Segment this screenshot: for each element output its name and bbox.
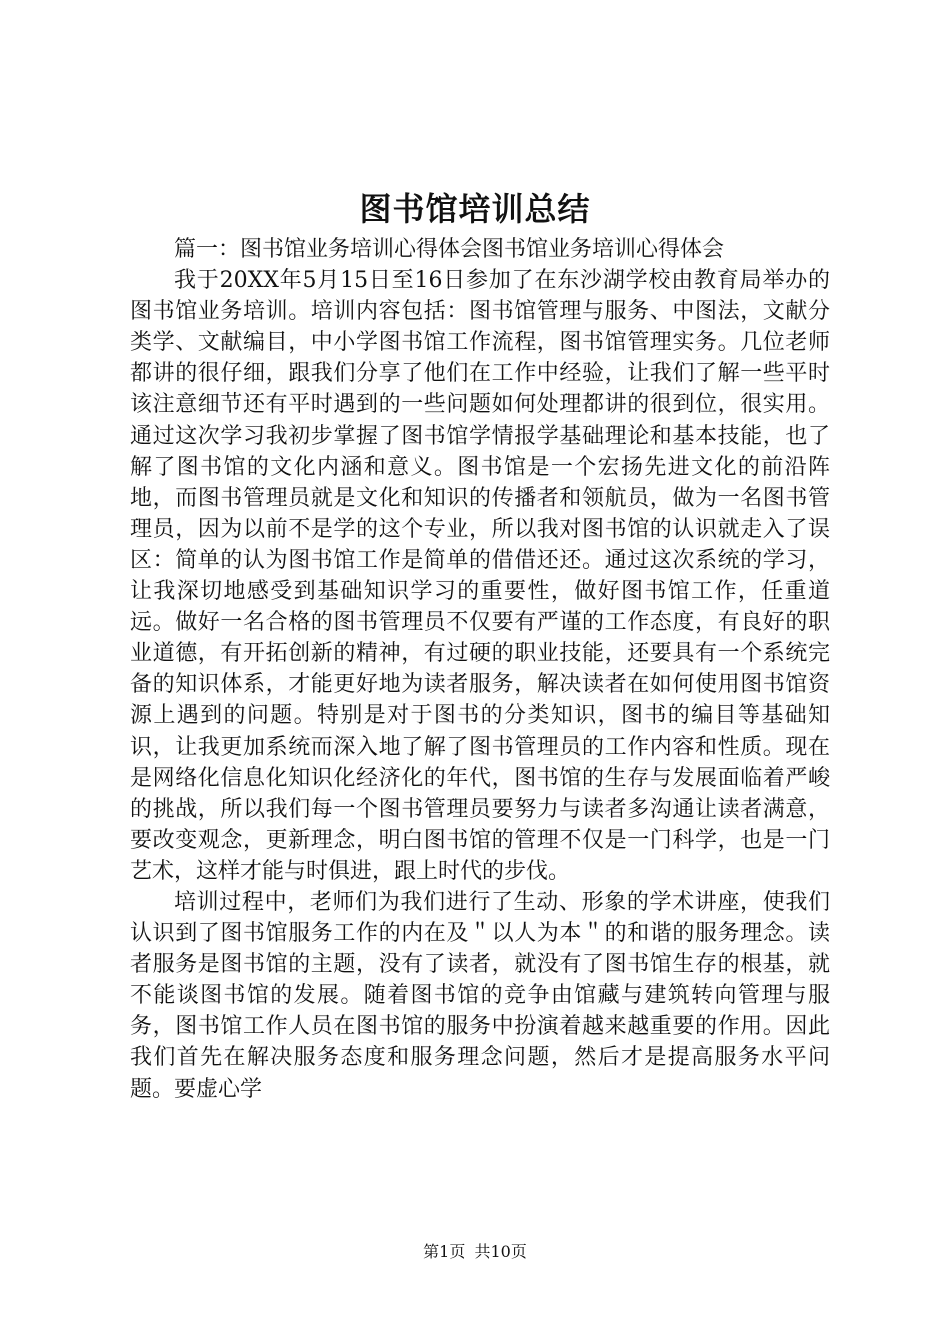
paragraph: 培训过程中，老师们为我们进行了生动、形象的学术讲座，使我们认识到了图书馆服务工作的内在及＂以人为本＂的和谐的服务理念。读者服务是图书馆的主题，没有了读者，就没有了图书馆生存的根基，就不能谈图书馆的发展。随着图书馆的竞争由馆藏与建筑转向管理与服务，图书馆工作人员在图书馆的服务中扮演着越来越重要的作用。因此我们首先在解决服务态度和服务理念问题，然后才是提高服务水平问题。要虚心学 xyxy=(130,889,830,1102)
page-total: 共10页 xyxy=(474,1242,527,1261)
paragraph-heading: 篇一：图书馆业务培训心得体会图书馆业务培训心得体会 xyxy=(174,237,725,262)
page-footer xyxy=(0,1240,950,1264)
document-body xyxy=(130,234,830,1105)
page-number: 第1页 xyxy=(423,1242,466,1261)
document-title: 图书馆培训总结 xyxy=(359,190,591,228)
paragraph: 我于20XX年5月15日至16日参加了在东沙湖学校由教育局举办的图书馆业务培训。培训内容包括：图书馆管理与服务、中图法，文献分类学、文献编目，中小学图书馆工作流程，图书馆管理实务。几位老师都讲的很仔细，跟我们分享了他们在工作中经验，让我们了解一些平时该注意细节还有平时遇到的一些问题如何处理都讲的很到位，很实用。通过这次学习我初步掌握了图书馆学情报学基础理论和基本技能，也了解了图书馆的文化内涵和意义。图书馆是一个宏扬先进文化的前沿阵地，而图书管理员就是文化和知识的传播者和领航员，做为一名图书管理员，因为以前不是学的这个专业，所以我对图书馆的认识就走入了误区：简单的认为图书馆工作是简单的借借还还。通过这次系统的学习，让我深切地感受到基础知识学习的重要性，做好图书馆工作，任重道远。做好一名合格的图书管理员不仅要有严谨的工作态度，有良好的职业道德，有开拓创新的精神，有过硬的职业技能，还要具有一个系统完备的知识体系，才能更好地为读者服务，解决读者在如何使用图书馆资源上遇到的问题。特别是对于图书的分类知识，图书的编目等基础知识，让我更加系统而深入地了解了图书管理员的工作内容和性质。现在是网络化信息化知识化经济化的年代，图书馆的生存与发展面临着严峻的挑战，所以我们每一个图书管理员要努力与读者多沟通让读者满意，要改变观念，更新理念，明白图书馆的管理不仅是一门科学，也是一门艺术，这样才能与时俱进，跟上时代的步伐。 xyxy=(130,268,830,884)
